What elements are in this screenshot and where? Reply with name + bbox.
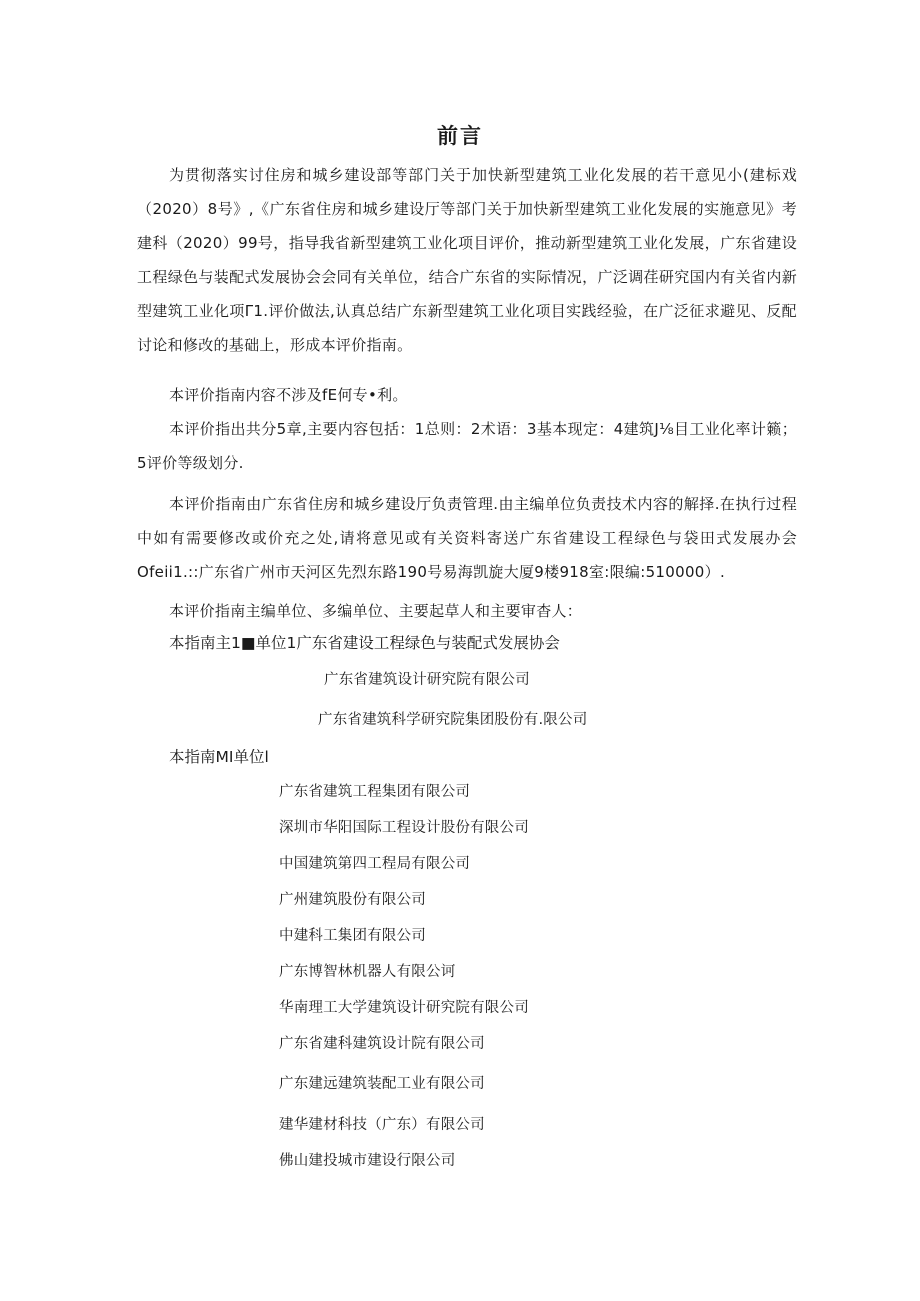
participant-unit: 广东博智林机器人有限公诃 [279,964,456,980]
participant-unit: 华南理工大学建筑设计研究院有限公司 [279,1000,529,1016]
participant-unit: 广东省建筑工程集团有限公司 [279,784,471,800]
participant-unit: 广州建筑股份有限公司 [279,892,426,908]
participant-unit: 建华建材科技（广东）有限公司 [279,1117,485,1133]
participant-unit: 佛山建投城市建设行限公司 [279,1153,456,1169]
contents-paragraph: 本评价指出共分5章,主要内容包括：1总则：2术语：3基本现定：4建筑J⅛目工业化率计籁；5评价等级划分. [137,420,797,472]
units-intro-paragraph: 本评价指南主编单位、多编单位、主要起草人和主要审杳人： [169,602,583,620]
chief-editor-label: 本指南主1■单位1广东省建设工程绿色与装配式发展协会 [169,634,560,652]
participant-unit: 中国建筑第四工程局有限公司 [279,856,471,872]
chief-editor-unit: 广东省建筑设计研究院有限公司 [324,672,530,688]
management-paragraph: 本评价指南由广东省住房和城乡建设厅负责管理.由主编单位负责技术内容的解择.在执行过程中如有需要修改或价充之处,请将意见或有关资料寄送广东省建设工程绿色与袋田式发展办会Ofeii1.::广东省广州市天河区先烈东路190号易海凯旋大厦9楼918室:限编:510000）. [137,495,797,581]
participant-unit: 广东建远建筑装配工业有限公司 [279,1076,485,1092]
patent-paragraph: 本评价指南内容不涉及fE何专•利。 [169,386,408,404]
participant-label: 本指南MI单位l [169,748,269,766]
page-title: 前言 [437,124,483,148]
intro-paragraph: 为贯彻落实讨住房和城乡建设部等部门关于加快新型建筑工业化发展的若干意见小(建标戏（2020）8号》,《广东省住房和城乡建设厅等部门关于加快新型建筑工业化发展的实施意见》考建科（2020）99号，指导我省新型建筑工业化项目评价，推动新型建筑工业化发展，广东省建设工程绿色与装配式发展协会会同有关单位，结合广东省的实际情况，广泛调荏研究国内有关省内新型建筑工业化项Γ1.评价做法,认真总结广东新型建筑工业化项目实践经验，在广泛征求避见、反配讨论和修改的基础上，形成本评价指南。 [137,166,797,354]
participant-unit: 广东省建科建筑设计院有限公司 [279,1036,485,1052]
chief-editor-unit: 广东省建筑科学研究院集团股份有.限公司 [318,712,588,728]
participant-unit: 深圳市华阳国际工程设计股份有限公司 [279,820,529,836]
participant-unit: 中建科工集团有限公司 [279,928,426,944]
